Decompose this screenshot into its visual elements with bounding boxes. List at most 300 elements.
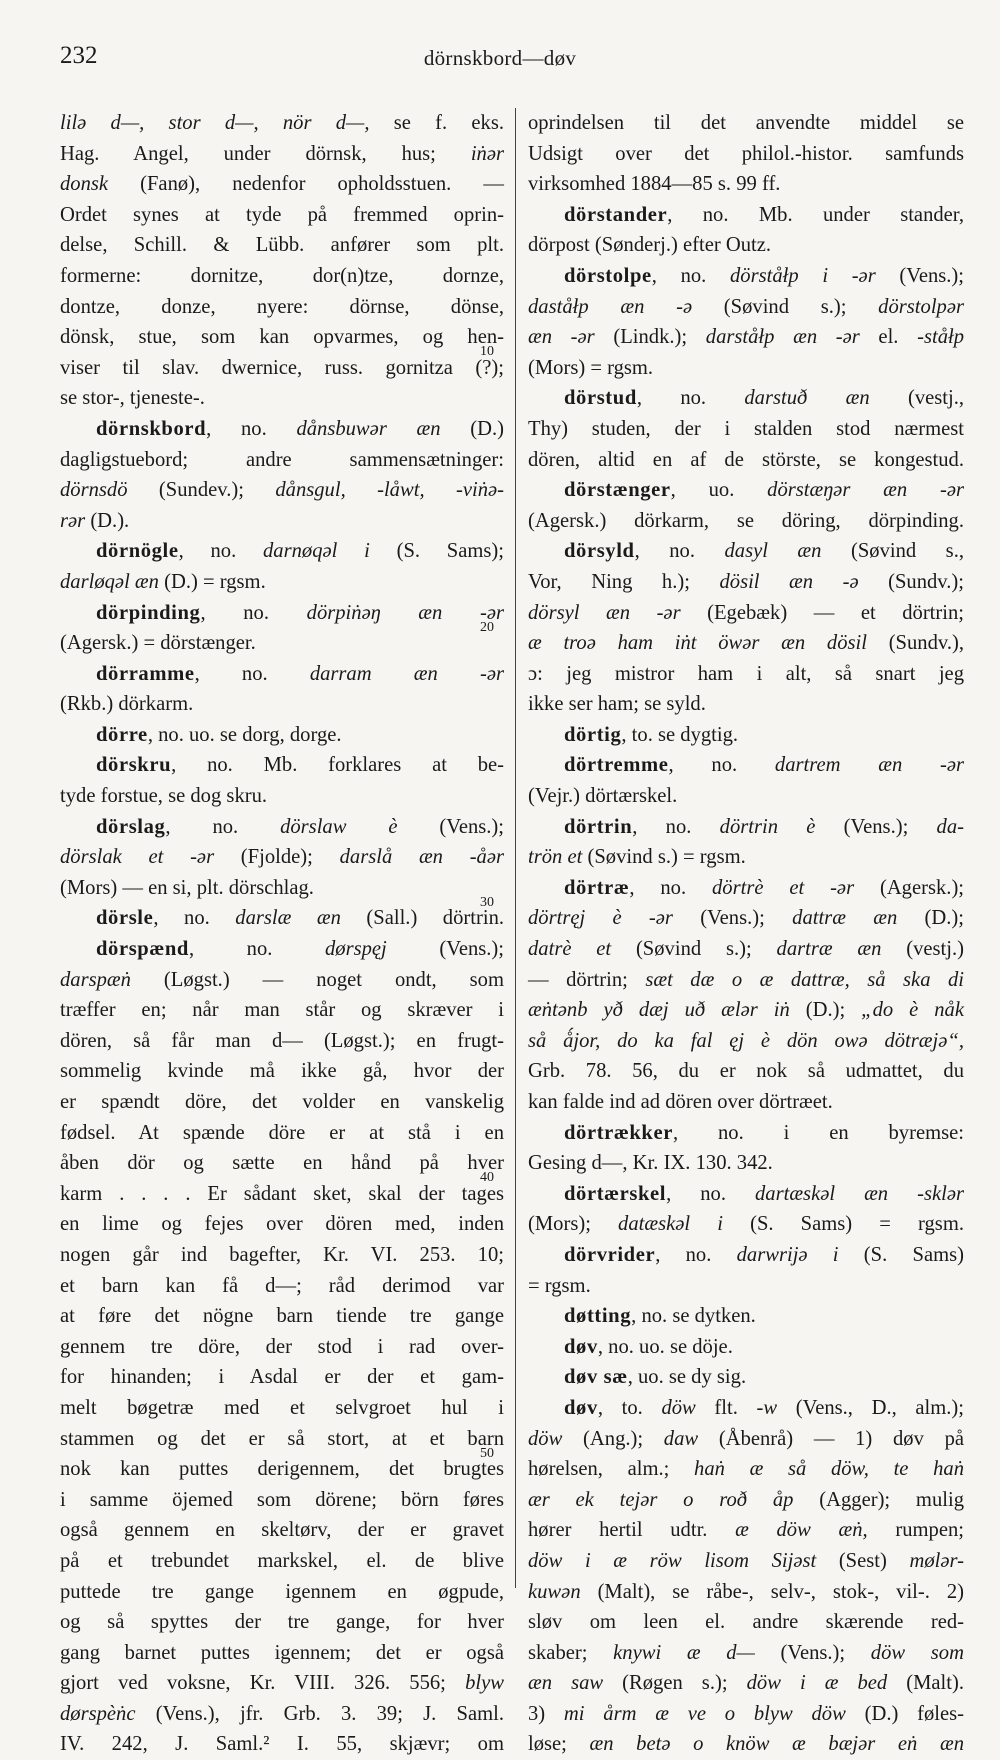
dialect-form: darslå æn -åər	[339, 846, 505, 869]
text-run: (Sundv.),	[866, 632, 965, 655]
text-run: gennem tre döre, der stod i rad over-	[60, 1335, 504, 1358]
text-run: (Mors) — en si, plt. dörschlag.	[60, 876, 314, 899]
text-run: (Sundev.);	[127, 479, 276, 502]
entry-headword: dörtærskel	[564, 1182, 667, 1205]
text-line	[528, 139, 964, 170]
text-run: oprindelsen til det anvendte middel se	[528, 112, 964, 134]
text-line	[60, 1638, 504, 1669]
dialect-form: dörtręj è -ər	[528, 907, 673, 930]
entry-headword: dörskru	[96, 754, 172, 777]
text-line	[528, 169, 964, 200]
text-run: virksomhed 1884—85 s. 99 ff.	[528, 173, 781, 196]
text-run: (Sall.) dörtrin.	[340, 907, 505, 930]
text-run: nok kan puttes derigennem, det brugtes	[60, 1458, 504, 1481]
text-line	[528, 1179, 964, 1210]
text-line	[528, 995, 964, 1026]
text-run: ɔ: jeg mistror ham i alt, så snart jeg	[528, 662, 964, 685]
dialect-form: blyw	[465, 1672, 504, 1695]
text-line	[528, 1607, 964, 1638]
dialect-form: darståłp æn -ər	[705, 326, 860, 349]
dialect-form: datæskəl i	[618, 1213, 723, 1236]
text-line	[528, 965, 964, 996]
text-run: (Vens.);	[815, 815, 937, 838]
text-line	[528, 1087, 964, 1118]
text-line	[528, 414, 964, 445]
text-run: Gesing d—, Kr. IX. 130. 342.	[528, 1152, 773, 1175]
text-run: (D.) = rgsm.	[158, 570, 266, 593]
text-line	[60, 1087, 504, 1118]
dialect-form: æ troə ham iṅt öwər æn dösil	[528, 632, 867, 655]
entry-headword: dörstolpe	[564, 264, 652, 287]
text-line	[528, 383, 964, 414]
text-line	[528, 873, 964, 904]
text-run: , no.	[206, 417, 297, 440]
text-run: (D.) føles-	[845, 1702, 964, 1725]
text-line	[528, 506, 964, 537]
dialect-form: darwrijə i	[736, 1243, 839, 1266]
text-run: (Agger); mulig	[793, 1488, 964, 1511]
text-line	[60, 1546, 504, 1577]
text-run: , no.	[165, 815, 281, 838]
text-line	[60, 139, 504, 170]
text-run: (Rkb.) dörkarm.	[60, 693, 194, 716]
text-run: , no. Mb. forklares at be-	[171, 754, 504, 777]
dialect-form: dörslaw è	[280, 815, 398, 838]
text-line	[60, 1515, 504, 1546]
text-run: (S. Sams) = rgsm.	[722, 1213, 964, 1236]
text-line	[528, 750, 964, 781]
text-run: , no.	[629, 876, 712, 899]
left-column	[60, 108, 504, 1760]
text-run: (Agersk.);	[854, 876, 965, 899]
text-run: (Vens.);	[754, 1641, 871, 1664]
text-run: (Agersk.) = dörstænger.	[60, 632, 256, 655]
text-run: flt.	[695, 1396, 757, 1419]
text-run: stammen og det er så stort, at et barn	[60, 1427, 504, 1450]
text-run: (Fjolde);	[214, 846, 340, 869]
text-run: (Røgen s.);	[603, 1672, 747, 1695]
line-number: 20	[480, 620, 494, 635]
text-line	[60, 628, 504, 659]
text-run: også gennem en skeltørv, der er gravet	[60, 1519, 504, 1542]
text-run: et barn kan få d—; råd derimod var	[60, 1274, 504, 1297]
dialect-form: -ståłp	[917, 326, 965, 349]
text-run: hører hertil udtr.	[528, 1519, 736, 1542]
text-run: dönsk, stue, som kan opvarmes, og hen-	[60, 326, 504, 349]
text-run: (Lindk.);	[594, 326, 706, 349]
text-run: (S. Sams)	[838, 1243, 965, 1266]
entry-headword: dörpinding	[96, 601, 201, 624]
text-line	[528, 903, 964, 934]
dialect-form: haṅ æ så döw, te haṅ	[694, 1458, 964, 1481]
entry-headword: dörsle	[96, 907, 154, 930]
dialect-form: dasyl æn	[724, 540, 822, 563]
text-run: (Mors);	[528, 1213, 619, 1236]
text-line	[60, 1424, 504, 1455]
text-run: dören, altid en af de störste, se kongestud.	[528, 448, 964, 471]
text-line	[60, 1209, 504, 1240]
text-run: (D.);	[789, 999, 862, 1022]
text-run: , no.	[666, 1182, 755, 1205]
dialect-form: trön et	[528, 846, 583, 869]
text-line	[528, 1515, 964, 1546]
running-head: dörnskbord—døv	[423, 46, 577, 70]
text-line	[60, 353, 504, 384]
entry-headword: dörspænd	[96, 938, 189, 961]
entry-headword: døv	[564, 1335, 598, 1358]
text-line	[528, 781, 964, 812]
text-run: tyde forstue, se dog skru.	[60, 785, 268, 808]
text-run: løse;	[528, 1733, 590, 1756]
dialect-form: dörslak et -ər	[60, 846, 215, 869]
text-run: se stor-, tjeneste-.	[60, 387, 205, 410]
text-line	[60, 1271, 504, 1302]
text-run: dontze, donze, nyere: dörnse, dönse,	[60, 295, 504, 318]
dialect-form: iṅər	[470, 142, 504, 165]
text-run: nogen går ind bagefter, Kr. VI. 253. 10;	[60, 1243, 504, 1266]
text-run: (Vens.);	[875, 264, 965, 287]
text-run: (D.)	[440, 417, 504, 440]
dialect-form: dörpiṅəŋ æn -ər	[306, 601, 504, 624]
text-run: , no.	[655, 1243, 737, 1266]
text-line	[60, 965, 504, 996]
text-line	[60, 1148, 504, 1179]
entry-headword: døtting	[564, 1305, 632, 1328]
text-run: viser til slav. dwernice, russ. gornitza (?);	[60, 356, 504, 379]
text-run: sommelig kvinde må ikke gå, hvor der	[60, 1060, 504, 1083]
dialect-form: darstuð æn	[744, 387, 870, 410]
text-run: , no.	[200, 601, 307, 624]
text-run: dagligstuebord; andre sammensætninger:	[60, 448, 504, 471]
entry-headword: dörnögle	[96, 540, 179, 563]
text-run: , uo. se dy sig.	[627, 1366, 747, 1389]
text-run: (Malt).	[887, 1672, 965, 1695]
text-line	[528, 934, 964, 965]
text-run: i samme öjemed som dörene; börn føres	[60, 1488, 504, 1511]
text-run: (Sundv.);	[858, 570, 964, 593]
text-run: , no. uo. se dorg, dorge.	[147, 723, 342, 746]
text-run: er spændt döre, det volder en vanskelig	[60, 1091, 504, 1113]
text-line	[60, 1607, 504, 1638]
text-line	[528, 536, 964, 567]
text-run: (Ang.);	[562, 1427, 664, 1450]
entry-headword: dörstander	[564, 203, 668, 226]
text-line	[60, 536, 504, 567]
text-line	[528, 812, 964, 843]
dialect-form: dørspèṅc	[60, 1702, 136, 1725]
text-line	[60, 720, 504, 751]
dialect-form: dånsgul, -låwt, -viṅə-	[275, 479, 504, 502]
text-run: rumpen;	[867, 1519, 965, 1542]
text-run: , no.	[178, 540, 263, 563]
text-line	[528, 1026, 964, 1057]
text-run: åben dör og sætte en hånd på hver	[60, 1152, 504, 1175]
text-line	[60, 873, 504, 904]
page-number: 232	[60, 42, 98, 69]
page-header	[60, 42, 940, 82]
text-run: at føre det nögne barn tiende tre gange	[60, 1305, 504, 1328]
text-line	[528, 1362, 964, 1393]
text-line	[60, 567, 504, 598]
text-run: , no. i en byremse:	[672, 1121, 964, 1144]
dialect-form: dånsbuwər æn	[296, 417, 441, 440]
text-line	[528, 1056, 964, 1087]
text-run: for hinanden; i Asdal er der et gam-	[60, 1366, 504, 1389]
text-run: hørelsen, alm.;	[528, 1458, 695, 1481]
dialect-form: dösil æn -ə	[719, 570, 859, 593]
text-run: (vestj.,	[869, 387, 965, 410]
entry-headword: dörre	[96, 723, 148, 746]
text-line	[60, 383, 504, 414]
dialect-form: kuwən	[528, 1580, 581, 1603]
text-run: , no.	[632, 815, 720, 838]
text-run: = rgsm.	[528, 1274, 591, 1297]
text-line	[60, 1699, 504, 1730]
dialect-form: dörnsdö	[60, 479, 128, 502]
text-line	[528, 1424, 964, 1455]
text-run: , no.	[194, 662, 310, 685]
text-run: , uo.	[670, 479, 768, 502]
text-line	[60, 292, 504, 323]
text-run: skaber;	[528, 1641, 614, 1664]
text-run: melt bøgetræ med et selvgroet hul i	[60, 1396, 504, 1419]
text-line	[528, 1729, 964, 1760]
text-run: Vor, Ning h.);	[528, 570, 720, 593]
text-run: sløv om leen el. andre skærende red-	[528, 1611, 964, 1634]
dialect-form: donsk	[60, 173, 109, 196]
text-run: (Sest)	[816, 1549, 910, 1572]
text-line	[60, 750, 504, 781]
text-line	[60, 108, 504, 139]
text-run: IV. 242, J. Saml.² I. 55, skjævr; om	[60, 1733, 504, 1756]
text-run: (vestj.)	[881, 938, 964, 961]
text-line	[528, 108, 964, 139]
text-line	[528, 1699, 964, 1730]
text-run: (Vens.);	[672, 907, 793, 930]
entry-headword: dörstænger	[564, 479, 671, 502]
text-line	[60, 322, 504, 353]
entry-headword: døv sæ	[564, 1366, 628, 1389]
text-run: formerne: dornitze, dor(n)tze, dornze,	[60, 264, 504, 287]
text-line	[528, 1148, 964, 1179]
entry-headword: dörvrider	[564, 1243, 656, 1266]
right-column	[528, 108, 964, 1760]
text-line	[60, 1393, 504, 1424]
text-run: (D.).	[85, 509, 130, 532]
line-number: 40	[480, 1170, 494, 1185]
dialect-form: daw	[663, 1427, 699, 1450]
text-line	[60, 1668, 504, 1699]
text-run: (Åbenrå) — 1) døv på	[698, 1427, 965, 1450]
dialect-form: döw	[528, 1427, 563, 1450]
text-run: Grb. 78. 56, du er nok så udmattet, du	[528, 1060, 964, 1083]
text-line	[60, 842, 504, 873]
dialect-form: -w	[756, 1396, 778, 1419]
text-line	[60, 1485, 504, 1516]
text-run: , no.	[668, 754, 775, 777]
text-run: (Vens.);	[397, 815, 504, 838]
line-number: 50	[480, 1446, 494, 1461]
dialect-form: darløqəl æn	[60, 570, 159, 593]
dialect-form: döw i æ röw lisom Sijəst	[528, 1549, 817, 1572]
text-run: delse, Schill. & Lübb. anfører som plt.	[60, 234, 504, 257]
text-run: ikke ser ham; se syld.	[528, 693, 706, 716]
text-run: og så spyttes der tre gange, for hver	[60, 1611, 504, 1634]
text-line	[60, 1332, 504, 1363]
dialect-form: ær ek tejər o roð åp	[528, 1488, 794, 1511]
text-run: gang barnet puttes igennem; det er også	[60, 1641, 504, 1664]
text-line	[528, 475, 964, 506]
text-line	[528, 261, 964, 292]
text-run: (Løgst.) — noget ondt, som	[130, 968, 504, 991]
text-run: , no.	[634, 540, 725, 563]
text-run: (Søvind s.);	[692, 295, 879, 318]
dialect-form: „do è nåk	[861, 999, 964, 1022]
text-run: , no. Mb. under stander,	[667, 203, 964, 226]
text-run: dören, så får man d— (Løgst.); en frugt-	[60, 1029, 504, 1052]
text-line	[60, 506, 504, 537]
dialect-form: darslæ æn	[235, 907, 341, 930]
text-line	[60, 1118, 504, 1149]
entry-headword: dörslag	[96, 815, 166, 838]
text-line	[60, 230, 504, 261]
text-line	[528, 445, 964, 476]
dialect-form: darram æn -ər	[309, 662, 504, 685]
text-run: (S. Sams);	[369, 540, 505, 563]
text-run: , no.	[636, 387, 745, 410]
text-line	[528, 842, 964, 873]
dialect-form: dörtrè et -ər	[712, 876, 855, 899]
text-run: Ordet synes at tyde på fremmed oprin-	[60, 203, 504, 226]
text-run: , no.	[188, 938, 325, 961]
text-line	[528, 598, 964, 629]
text-run: (Malt), se råbe-, selv-, stok-, vil-. 2)	[580, 1580, 964, 1603]
text-line	[60, 689, 504, 720]
text-run: (Agersk.) dörkarm, se döring, dörpinding.	[528, 509, 964, 532]
text-line	[528, 230, 964, 261]
dialect-form: æn -ər	[528, 326, 595, 349]
dialect-form: så ǻjor, do ka fal ęj è dön owə dötræjə“,	[528, 1029, 964, 1052]
text-run: , to. se dygtig.	[621, 723, 739, 746]
line-number: 10	[480, 344, 494, 359]
text-line	[528, 1209, 964, 1240]
dialect-form: lilə d—, stor d—, nör d—,	[60, 112, 370, 134]
text-line	[528, 720, 964, 751]
text-run: (Mors) = rgsm.	[528, 356, 654, 379]
text-line	[528, 1240, 964, 1271]
entry-headword: dörramme	[96, 662, 195, 685]
text-run: , no. se dytken.	[631, 1305, 756, 1328]
text-line	[528, 1454, 964, 1485]
text-run: gjort ved voksne, Kr. VIII. 326. 556;	[60, 1672, 466, 1695]
dialect-form: mølər-	[909, 1549, 964, 1572]
text-line	[528, 1668, 964, 1699]
text-run: , no. uo. se döje.	[597, 1335, 733, 1358]
text-line	[60, 1454, 504, 1485]
text-line	[60, 1301, 504, 1332]
entry-headword: dörsyld	[564, 540, 635, 563]
text-run: — dörtrin;	[528, 968, 646, 991]
dialect-form: knywi æ d—	[613, 1641, 755, 1664]
text-run: Hag. Angel, under dörnsk, hus;	[60, 142, 471, 165]
text-line	[528, 200, 964, 231]
text-line	[60, 934, 504, 965]
entry-headword: dörstud	[564, 387, 637, 410]
text-line	[60, 169, 504, 200]
dialect-form: dattræ æn	[792, 907, 898, 930]
dialect-form: dørspęj	[325, 938, 387, 961]
text-run: karm . . . . Er sådant sket, skal der tages	[60, 1182, 504, 1205]
text-line	[528, 1485, 964, 1516]
text-line	[528, 1301, 964, 1332]
text-run: (Søvind s.);	[611, 938, 777, 961]
text-run: (Søvind s.,	[821, 540, 964, 563]
text-line	[528, 689, 964, 720]
dialect-form: datrè et	[528, 938, 612, 961]
dialect-form: darnøqəl i	[263, 540, 370, 563]
text-line	[60, 903, 504, 934]
entry-headword: dörtræ	[564, 876, 630, 899]
text-run: en lime og fejes over dören med, inden	[60, 1213, 504, 1236]
dialect-form: döw	[661, 1396, 696, 1419]
text-line	[528, 628, 964, 659]
text-run: (Egebæk) — et dörtrin;	[680, 601, 964, 624]
dialect-form: döw i æ bed	[746, 1672, 888, 1695]
text-line	[528, 322, 964, 353]
dialect-form: æṅtənb yð dæj uð ælər iṅ	[528, 999, 790, 1022]
text-line	[60, 1179, 504, 1210]
text-line	[60, 781, 504, 812]
text-line	[528, 292, 964, 323]
text-line	[528, 1638, 964, 1669]
text-run: Thy) studen, der i stalden stod nærmest	[528, 417, 964, 440]
dialect-form: æ döw æṅ,	[735, 1519, 868, 1542]
dialect-form: æn saw	[528, 1672, 604, 1695]
text-run: , no.	[651, 264, 730, 287]
entry-headword: døv	[564, 1396, 598, 1419]
dialect-form: æn betə o knöw æ bæjər eṅ æn	[589, 1733, 964, 1756]
text-line	[528, 1546, 964, 1577]
text-run: (Vejr.) dörtærskel.	[528, 785, 678, 808]
dialect-form: dörtrin è	[719, 815, 816, 838]
dialect-form: dörstolpər	[878, 295, 964, 318]
text-line	[528, 1118, 964, 1149]
dialect-form: dartrem æn -ər	[774, 754, 965, 777]
dialect-form: daståłp æn -ə	[528, 295, 693, 318]
text-run: 3)	[528, 1702, 564, 1725]
text-line	[60, 659, 504, 690]
text-run: (Vens.), jfr. Grb. 3. 39; J. Saml.	[135, 1702, 504, 1725]
entry-headword: dörtrækker	[564, 1121, 673, 1144]
dialect-form: da-	[936, 815, 964, 838]
dialect-form: sæt dæ o æ dattræ, så ska di	[645, 968, 964, 991]
text-line	[60, 812, 504, 843]
text-line	[60, 1577, 504, 1608]
text-run: , no.	[153, 907, 236, 930]
entry-headword: dörtrin	[564, 815, 633, 838]
dialect-form: dartæskəl æn -sklər	[754, 1182, 964, 1205]
text-run: (Søvind s.) = rgsm.	[582, 846, 746, 869]
dialect-form: döw som	[870, 1641, 964, 1664]
text-run: el.	[859, 326, 918, 349]
text-line	[60, 598, 504, 629]
text-line	[60, 475, 504, 506]
entry-headword: dörtig	[564, 723, 622, 746]
text-run: på et trebundet markskel, el. de blive	[60, 1549, 504, 1572]
dialect-form: dörsyl æn -ər	[528, 601, 681, 624]
text-line	[60, 414, 504, 445]
text-run: dörpost (Sønderj.) efter Outz.	[528, 234, 772, 257]
